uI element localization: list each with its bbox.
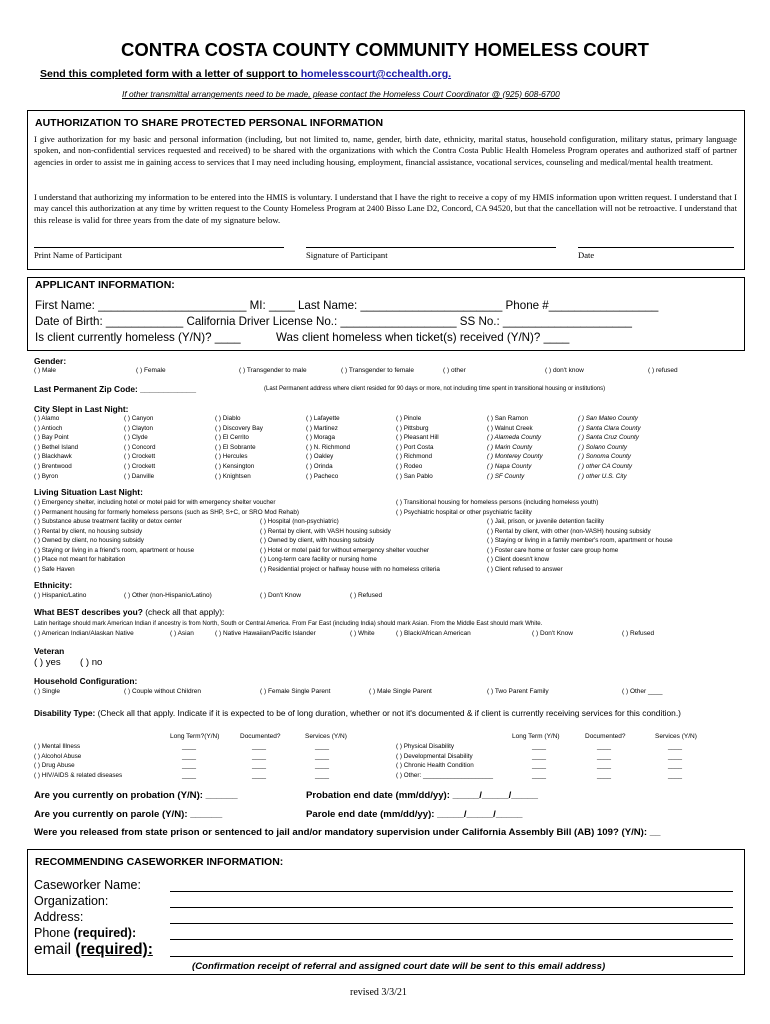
race-black[interactable]: ( ) Black/African American [396,630,471,637]
gender-female[interactable]: ( ) Female [136,367,166,374]
living-option[interactable]: ( ) Rental by client, with other (non-VASH) housing subsidy [487,527,651,535]
city-option[interactable]: ( ) Napa County [487,462,532,470]
city-option[interactable]: ( ) Diablo [215,415,241,422]
phone-label [34,926,136,940]
blank[interactable]: ____ [182,743,197,750]
zip-note: (Last Permanent address where client resided for 90 days or more, not including time spent in transitional housing or institutions) [264,386,606,392]
ethnicity-other[interactable]: ( ) Other (non-Hispanic/Latino) [124,592,212,599]
city-option[interactable]: ( ) Bay Point [34,434,69,442]
gender-other[interactable]: ( ) other [443,367,466,374]
disability-chronic[interactable]: ( ) Chronic Health Condition [396,762,474,770]
city-option[interactable]: ( ) Crockett [124,462,156,470]
zip-label[interactable]: Last Permanent Zip Code: ____________ [34,384,196,394]
blank[interactable]: ____ [182,752,197,760]
date-line[interactable] [578,247,734,248]
disability-alcohol-abuse[interactable]: ( ) Alcohol Abuse [34,752,82,760]
blank[interactable]: ____ [252,762,267,770]
disability-left-items[interactable] [34,742,122,780]
living-top-left[interactable] [34,498,299,517]
living-column-3[interactable] [487,517,673,575]
city-option[interactable]: ( ) Pinole [396,415,422,422]
living-top-right[interactable] [396,498,598,517]
phone-required: (required): [73,926,137,940]
race-american-indian[interactable]: ( ) American Indian/Alaskan Native [34,630,134,637]
email-field[interactable] [170,956,733,957]
living-option[interactable]: ( ) Staying or living in a family member's room, apartment or house [487,537,673,545]
city-option[interactable]: ( ) Hercules [215,453,248,461]
caseworker-name-field[interactable] [170,891,733,892]
blank[interactable]: ____ [668,752,683,760]
signature-line[interactable] [306,247,556,248]
ethnicity-hispanic[interactable]: ( ) Hispanic/Latino [34,592,87,599]
blank[interactable]: ____ [532,771,547,779]
city-option[interactable]: ( ) Lafayette [306,415,340,422]
disability-right-items[interactable] [396,742,493,780]
city-option[interactable]: ( ) Port Costa [396,443,434,451]
blank[interactable]: ____ [252,743,267,750]
city-option[interactable]: ( ) Concord [124,443,156,451]
city-option[interactable]: ( ) Clayton [124,424,154,432]
gender-trans-female[interactable]: ( ) Transgender to female [341,367,414,374]
city-option[interactable]: ( ) San Pablo [396,472,433,480]
disability-right-header-services: Services (Y/N) [655,733,697,740]
city-label: City Slept in Last Night: [34,404,129,414]
disability-drug-abuse[interactable]: ( ) Drug Abuse [34,762,75,770]
blank[interactable]: ____ [315,752,330,760]
city-option[interactable]: ( ) Brentwood [34,462,72,470]
parole-end-date[interactable]: Parole end date (mm/dd/yy): _____/_____/_____ [306,809,523,820]
living-option[interactable]: ( ) Long-term care facility or nursing home [260,556,377,564]
city-option[interactable]: ( ) Blackhawk [34,453,72,461]
ethnicity-dont-know[interactable]: ( ) Don't Know [260,592,301,599]
transmittal-note: If other transmittal arrangements need to be made, please contact the Homeless Court Coordinator @ (925) 608-6700 [122,89,560,99]
disability-label: Disability Type: [34,708,96,718]
city-option[interactable]: ( ) El Sobrante [215,443,256,451]
living-option[interactable]: ( ) Substance abuse treatment facility or detox center [34,518,182,525]
race-white[interactable]: ( ) White [350,630,375,637]
living-option[interactable]: ( ) Foster care home or foster care group home [487,546,619,554]
disability-other[interactable]: ( ) Other: ____________________ [396,771,493,779]
city-option[interactable]: ( ) Solano County [578,443,628,451]
blank[interactable]: ____ [315,762,330,770]
household-two-parent[interactable]: ( ) Two Parent Family [487,688,549,695]
city-option[interactable]: ( ) Martinez [306,424,338,432]
blank[interactable]: ____ [315,743,330,750]
disability-heading [34,708,724,719]
city-option[interactable]: ( ) Rodeo [396,462,423,470]
disability-physical[interactable]: ( ) Physical Disability [396,743,455,750]
living-option[interactable]: ( ) Client refused to answer [487,565,563,573]
living-option[interactable]: ( ) Emergency shelter, including hotel or motel paid for with emergency shelter voucher [34,499,276,506]
race-refused[interactable]: ( ) Refused [622,630,655,637]
send-instruction [40,68,451,80]
disability-right-blanks-1[interactable] [532,742,546,780]
living-option[interactable]: ( ) Psychiatric hospital or other psychiatric facility [396,508,532,516]
phone-label-text: Phone [34,926,74,940]
city-option[interactable]: ( ) Kensington [215,462,255,470]
caseworker-name-label: Caseworker Name: [34,878,141,892]
living-option[interactable]: ( ) Staying or living in a friend's room, apartment or house [34,546,195,554]
race-dont-know[interactable]: ( ) Don't Know [532,630,573,637]
city-option[interactable]: ( ) El Cerrito [215,434,249,442]
race-heading [34,607,224,617]
address-label: Address: [34,910,84,924]
city-option[interactable]: ( ) Byron [34,472,59,480]
disability-left-header-documented: Documented? [240,733,281,740]
disability-hiv[interactable]: ( ) HIV/AIDS & related diseases [34,771,123,779]
household-single[interactable]: ( ) Single [34,688,61,695]
city-column-5[interactable] [396,414,439,481]
city-option[interactable]: ( ) Marin County [487,443,533,451]
city-column-3[interactable] [215,414,263,481]
city-option[interactable]: ( ) Monterey County [487,453,543,461]
city-option[interactable]: ( ) Alamo [34,415,60,422]
city-option[interactable]: ( ) Oakley [306,453,334,461]
city-option[interactable]: ( ) Walnut Creek [487,424,533,432]
blank[interactable]: ____ [668,762,683,770]
blank[interactable]: ____ [668,771,683,779]
blank[interactable]: ____ [597,762,612,770]
city-option[interactable]: ( ) Pacheco [306,472,339,480]
household-female-parent[interactable]: ( ) Female Single Parent [260,688,331,695]
disability-right-header-longterm: Long Term (Y/N) [512,733,560,740]
applicant-heading: APPLICANT INFORMATION: [35,279,175,291]
city-option[interactable]: ( ) Alameda County [487,434,542,442]
living-option[interactable]: ( ) Transitional housing for homeless persons (including homeless youth) [396,499,599,506]
blank[interactable]: ____ [532,752,547,760]
veteran-yes[interactable]: ( ) yes [34,657,61,668]
living-option[interactable]: ( ) Hotel or motel paid for without emergency shelter voucher [260,546,430,554]
veteran-no[interactable]: ( ) no [80,657,103,668]
disability-left-header-longterm: Long Term?(Y/N) [170,733,220,740]
organization-field[interactable] [170,907,733,908]
caseworker-heading: RECOMMENDING CASEWORKER INFORMATION: [35,856,284,868]
authorization-paragraph-1: I give authorization for my basic and personal information (including, but not limited to, name, gender, birth date, ethnicity, marital status, household configuration, military status, primary language spoken, and non-confidential services requested and received) to be shared with the organizations with which the Contra Costa Public Health Homeless Program operates and authorized staff of partner agencies in order to assist me in gaining access to services that I may need including housing, employment, financial assistance, vocational services, counseling and medical/mental health treatment. [34,134,737,167]
city-option[interactable]: ( ) Knightsen [215,472,251,480]
email-label [34,941,153,959]
city-option[interactable]: ( ) N. Richmond [306,443,351,451]
print-name-line[interactable] [34,247,284,248]
form-title: CONTRA COSTA COUNTY COMMUNITY HOMELESS COURT [121,39,649,60]
city-option[interactable]: ( ) Moraga [306,434,336,442]
city-option[interactable]: ( ) Pittsburg [396,424,429,432]
gender-dont-know[interactable]: ( ) don't know [545,367,584,374]
disability-right-blanks-2[interactable] [597,742,611,780]
blank[interactable]: ____ [252,752,267,760]
living-option[interactable]: ( ) Jail, prison, or juvenile detention facility [487,518,604,525]
signature-label: Signature of Participant [306,250,388,260]
city-option[interactable]: ( ) Antioch [34,424,63,432]
city-option[interactable]: ( ) Pleasant Hill [396,434,439,442]
gender-trans-male[interactable]: ( ) Transgender to male [239,367,307,374]
city-option[interactable]: ( ) Crockett [124,453,156,461]
revised-date: revised 3/3/21 [350,987,407,998]
household-other[interactable]: ( ) Other ____ [622,688,663,695]
city-option[interactable]: ( ) other CA County [578,462,633,470]
city-option[interactable]: ( ) Richmond [396,453,433,461]
city-column-4[interactable] [306,414,350,481]
race-asian[interactable]: ( ) Asian [170,630,194,637]
household-label: Household Configuration: [34,676,138,686]
city-option[interactable]: ( ) Sonoma County [578,453,631,461]
date-label: Date [578,250,595,260]
household-couple[interactable]: ( ) Couple without Children [124,688,201,695]
email-label-text: email [34,941,76,958]
city-option[interactable]: ( ) other U.S. City [578,472,627,480]
disability-left-header-services: Services (Y/N) [305,733,347,740]
blank[interactable]: ____ [252,771,267,779]
gender-male[interactable]: ( ) Male [34,367,57,374]
living-option[interactable]: ( ) Permanent housing for formerly homeless persons (such as SHP, S+C, or SRO Mod Rehab) [34,508,299,516]
city-option[interactable]: ( ) Danville [124,472,155,480]
ab109-question[interactable]: Were you released from state prison or sentenced to jail and/or mandatory supervision under California Assembly Bill (AB) 109? (Y/N): __ [34,827,661,838]
phone-field[interactable] [170,939,733,940]
living-option[interactable]: ( ) Place not meant for habitation [34,556,126,564]
city-option[interactable]: ( ) Canyon [124,415,154,422]
race-label: What BEST describes you? [34,607,143,617]
city-option[interactable]: ( ) Bethel Island [34,443,79,451]
veteran-label: Veteran [34,646,65,656]
gender-refused[interactable]: ( ) refused [648,367,678,374]
disability-left-blanks-3[interactable] [315,742,329,780]
gender-label: Gender: [34,356,67,366]
blank[interactable]: ____ [597,743,612,750]
race-label-note: (check all that apply): [142,607,225,617]
blank[interactable]: ____ [597,771,612,779]
city-option[interactable]: ( ) Orinda [306,462,333,470]
blank[interactable]: ____ [597,752,612,760]
blank[interactable]: ____ [668,743,683,750]
disability-left-blanks-1[interactable] [182,742,196,780]
parole-question[interactable]: Are you currently on parole (Y/N): ______ [34,809,223,820]
email-link[interactable]: homelesscourt@cchealth.org. [300,68,452,80]
city-option[interactable]: ( ) Santa Cruz County [578,434,639,442]
living-option[interactable]: ( ) Safe Haven [34,565,75,573]
city-column-2[interactable] [124,414,156,481]
probation-question[interactable]: Are you currently on probation (Y/N): ______ [34,790,238,801]
ethnicity-label: Ethnicity: [34,580,73,590]
blank[interactable]: ____ [182,762,197,770]
blank[interactable]: ____ [532,743,547,750]
authorization-paragraph-2: I understand that authorizing my information to be entered into the HMIS is voluntary. I understand that I have the right to receive a copy of my HMIS information upon written request. I understand that I may cancel this authorization at any time by written request to the County Homeless Program at 2400 Bisso Lane D2, Concord, CA 94520, but that the cancellation will not be retroactive. I understand that this release is valid for three years from the date of my signature below. [34,192,737,225]
blank[interactable]: ____ [315,771,330,779]
confirmation-note: (Confirmation receipt of referral and assigned court date will be sent to this email address) [192,961,606,972]
city-column-6[interactable] [487,414,543,481]
living-option[interactable]: ( ) Owned by client, with housing subsidy [260,537,375,545]
race-note: Latin heritage should mark American Indian if ancestry is from North, South or Central America. From Far East (including India) should mark Asian. From the Middle East should mark White. [34,620,543,627]
household-male-parent[interactable]: ( ) Male Single Parent [369,688,432,695]
probation-end-date[interactable]: Probation end date (mm/dd/yy): _____/_____/_____ [306,790,538,801]
living-option[interactable]: ( ) Rental by client, no housing subsidy [34,527,143,535]
city-option[interactable]: ( ) San Ramon [487,415,528,422]
city-option[interactable]: ( ) Clyde [124,434,148,442]
city-column-7[interactable] [578,414,641,481]
living-option[interactable]: ( ) Residential project or halfway house with no homeless criteria [260,565,440,573]
applicant-row-homeless[interactable]: Is client currently homeless (Y/N)? ____ Was client homeless when ticket(s) received (Y/N)? ____ [35,331,570,344]
address-field[interactable] [170,923,733,924]
blank[interactable]: ____ [532,762,547,770]
disability-right-header-documented: Documented? [585,733,626,740]
living-option[interactable]: ( ) Rental by client, with VASH housing subsidy [260,527,391,535]
living-option[interactable]: ( ) Owned by client, no housing subsidy [34,537,144,545]
disability-note: (Check all that apply. Indicate if it is expected to be of long duration, whether or not it's documented & if client is currently receiving services for this condition.) [95,708,681,718]
living-column-2[interactable] [260,517,440,575]
living-label: Living Situation Last Night: [34,487,143,497]
applicant-row-ids[interactable]: Date of Birth: ____________ California Driver License No.: __________________ SS No.: ____________________ [35,315,632,328]
blank[interactable]: ____ [182,771,197,779]
city-column-1[interactable] [34,414,78,481]
city-option[interactable]: ( ) San Mateo County [578,415,638,422]
send-prefix: Send this completed form with a letter of support to [40,68,301,80]
disability-mental-illness[interactable]: ( ) Mental Illness [34,743,81,750]
city-option[interactable]: ( ) SF County [487,472,525,480]
disability-developmental[interactable]: ( ) Developmental Disability [396,752,473,760]
organization-label: Organization: [34,894,109,908]
living-column-1[interactable] [34,517,194,575]
ethnicity-refused[interactable]: ( ) Refused [350,592,383,599]
city-option[interactable]: ( ) Santa Clara County [578,424,641,432]
authorization-heading: AUTHORIZATION TO SHARE PROTECTED PERSONAL INFORMATION [35,117,384,129]
disability-right-blanks-3[interactable] [668,742,682,780]
city-option[interactable]: ( ) Discovery Bay [215,424,263,432]
living-option[interactable]: ( ) Hospital (non-psychiatric) [260,518,339,525]
living-option[interactable]: ( ) Client doesn't know [487,556,550,564]
race-pacific-islander[interactable]: ( ) Native Hawaiian/Pacific Islander [215,630,316,637]
applicant-row-names[interactable]: First Name: _______________________ MI: ____ Last Name: ______________________ Phone #_________________ [35,299,659,312]
print-name-label: Print Name of Participant [34,250,123,260]
email-required: (required): [75,941,153,958]
disability-left-blanks-2[interactable] [252,742,266,780]
